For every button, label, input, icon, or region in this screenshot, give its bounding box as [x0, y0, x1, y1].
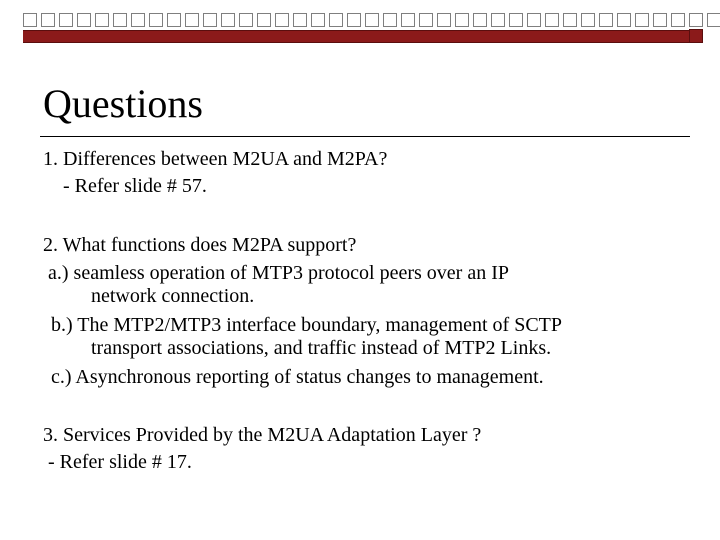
answer-2c: c.) Asynchronous reporting of status changes to management.	[51, 366, 544, 388]
question-2: 2. What functions does M2PA support?	[43, 234, 357, 256]
answer-2a: a.) seamless operation of MTP3 protocol peers over an IP	[48, 262, 509, 284]
answer-2b: b.) The MTP2/MTP3 interface boundary, management of SCTP	[51, 314, 563, 336]
question-3: 3. Services Provided by the M2UA Adaptation Layer ?	[43, 424, 482, 446]
question-1: 1. Differences between M2UA and M2PA?	[43, 148, 388, 170]
answer-3: - Refer slide # 17.	[48, 451, 192, 473]
answer-2a-cont: network connection.	[91, 285, 255, 307]
slide-title: Questions	[43, 81, 203, 126]
answer-1: - Refer slide # 57.	[63, 175, 207, 197]
answer-2b-cont: transport associations, and traffic instead of MTP2 Links.	[91, 337, 552, 359]
